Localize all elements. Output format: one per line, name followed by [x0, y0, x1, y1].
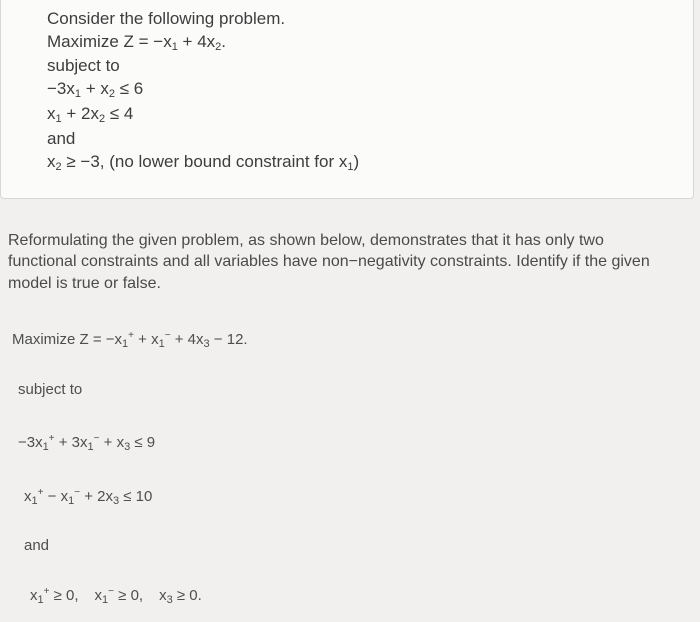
reformulated-constraint-1: $-3x_1^+ + 3x_1^- + x_3 \le 9$ — [18, 433, 156, 453]
statement-line-2: functional constraints and all variables have non−negativity constraints. Identify if the given — [8, 253, 650, 270]
reformulated-objective: Maximize $Z = -x_1^+ + x_1^- + 4x_3 - 12$. — [12, 330, 248, 350]
subject-to-label: subject to — [47, 56, 120, 75]
and-label: and — [47, 129, 76, 148]
reformulated-and-label: and — [24, 537, 50, 554]
bound-constraint: $x_2 \ge -3$, (no lower bound constraint for $x_1$) — [47, 152, 360, 173]
intro-text: Consider the following problem. — [47, 9, 286, 28]
constraint-1: $-3x_1 + x_2 \le 6$ — [47, 79, 144, 100]
reformulated-subject-to: subject to — [18, 381, 83, 398]
statement-line-1: Reformulating the given problem, as shown below, demonstrates that it has only two — [8, 232, 604, 249]
reformulated-nonnegativity: $x_1^+ \ge 0$, $x_1^- \ge 0$, $x_3 \ge 0$. — [30, 586, 202, 606]
reformulated-constraint-2: $x_1^+ - x_1^- + 2x_3 \le 10$ — [24, 487, 153, 507]
objective-function: Maximize $Z = -x_1 + 4x_2$. — [47, 32, 227, 53]
question-card — [0, 0, 694, 199]
statement-line-3: model is true or false. — [8, 275, 161, 292]
constraint-2: $x_1 + 2x_2 \le 4$ — [47, 104, 134, 125]
